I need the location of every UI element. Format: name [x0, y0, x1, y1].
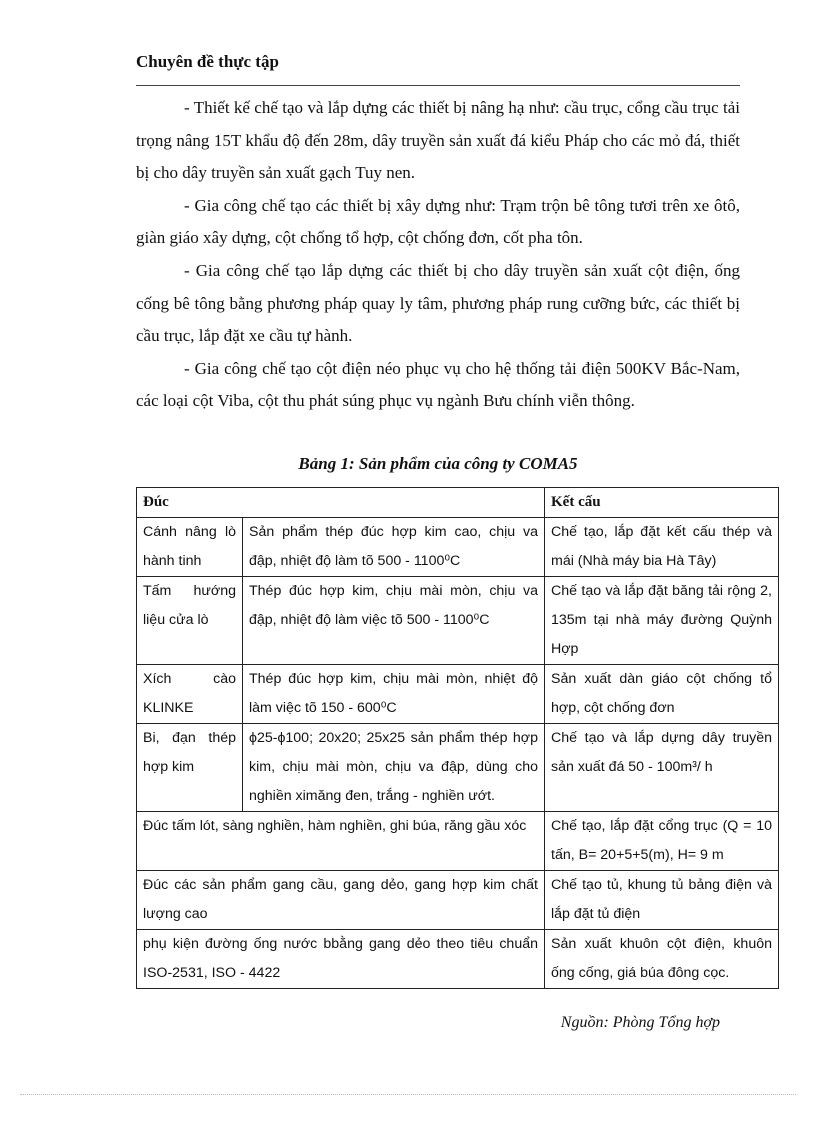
ketcau-cell: Sản xuất khuôn cột điện, khuôn ống cống, giá búa đông cọc.: [545, 930, 779, 989]
paragraph: - Gia công chế tạo lắp dựng các thiết bị cho dây truyền sản xuất cột điện, ống cống bê tông bằng phương pháp quay ly tâm, phương pháp rung cưỡng bức, các thiết bị cầu trục, lắp đặt xe cầu tự hành.: [136, 260, 740, 346]
paragraph: - Gia công chế tạo các thiết bị xây dựng như: Trạm trộn bê tông tươi trên xe ôtô, giàn giáo xây dựng, cột chống tổ hợp, cột chống đơn, cốt pha tôn.: [136, 195, 740, 248]
table-row: [137, 930, 779, 989]
page-header-title: Chuyên đề thực tập: [136, 52, 279, 71]
products-table: [136, 487, 779, 989]
header-divider: [136, 85, 740, 86]
column-header-duc: Đúc: [137, 488, 545, 518]
product-name-cell: Xích cào KLINKE: [137, 665, 243, 724]
table-row: [137, 577, 779, 665]
table-row: [137, 812, 779, 871]
table-caption: Bảng 1: Sản phẩm của công ty COMA5: [298, 454, 578, 473]
ketcau-cell: Chế tạo, lắp đặt cổng trục (Q = 10 tấn, B= 20+5+5(m), H= 9 m: [545, 812, 779, 871]
body-text: [136, 92, 740, 418]
column-header-ketcau: Kết cấu: [545, 488, 779, 518]
table-row: [137, 871, 779, 930]
product-name-cell: Tấm hướng liệu cửa lò: [137, 577, 243, 665]
product-desc-cell: Thép đúc hợp kim, chịu mài mòn, nhiệt độ làm việc tõ 150 - 600⁰C: [243, 665, 545, 724]
table-header-row: [137, 488, 779, 518]
product-desc-cell: ϕ25-ϕ100; 20x20; 25x25 sản phẩm thép hợp kim, chịu mài mòn, chịu va đập, dùng cho nghiền ximăng đen, trắng - nghiền ướt.: [243, 724, 545, 812]
table-row: [137, 665, 779, 724]
duc-cell: Đúc tấm lót, sàng nghiền, hàm nghiền, ghi búa, răng gầu xóc: [137, 812, 545, 871]
duc-cell: phụ kiện đường ống nước bbằng gang dẻo theo tiêu chuẩn ISO-2531, ISO - 4422: [137, 930, 545, 989]
paragraph: - Thiết kế chế tạo và lắp dựng các thiết bị nâng hạ như: cầu trục, cổng cầu trục tải trọng nâng 15T khẩu độ đến 28m, dây truyền sản xuất đá kiểu Pháp cho các mỏ đá, thiết bị cho dây truyền sản xuất gạch Tuy nen.: [136, 98, 740, 183]
ketcau-cell: Chế tạo và lắp dựng dây truyền sản xuất đá 50 - 100m³/ h: [545, 724, 779, 812]
product-name-cell: Bi, đạn thép hợp kim: [137, 724, 243, 812]
ketcau-cell: Chế tạo tủ, khung tủ bảng điện và lắp đặt tủ điện: [545, 871, 779, 930]
product-desc-cell: Sản phẩm thép đúc hợp kim cao, chịu va đập, nhiệt độ làm tõ 500 - 1100⁰C: [243, 518, 545, 577]
table-row: [137, 518, 779, 577]
product-name-cell: Cánh nâng lò hành tinh: [137, 518, 243, 577]
ketcau-cell: Chế tạo và lắp đặt băng tải rộng 2, 135m tại nhà máy đường Quỳnh Hợp: [545, 577, 779, 665]
page-bottom-divider: [20, 1094, 796, 1095]
table-row: [137, 724, 779, 812]
paragraph: - Gia công chế tạo cột điện néo phục vụ cho hệ thống tải điện 500KV Bắc-Nam, các loại cột Viba, cột thu phát súng phục vụ ngành Bưu chính viễn thông.: [136, 358, 740, 411]
ketcau-cell: Chế tạo, lắp đặt kết cấu thép và mái (Nhà máy bia Hà Tây): [545, 518, 779, 577]
ketcau-cell: Sản xuất dàn giáo cột chống tổ hợp, cột chống đơn: [545, 665, 779, 724]
table-source: Nguồn: Phòng Tổng hợp: [560, 1014, 720, 1031]
product-desc-cell: Thép đúc hợp kim, chịu mài mòn, chịu va đập, nhiệt độ làm việc tõ 500 - 1100⁰C: [243, 577, 545, 665]
duc-cell: Đúc các sản phẩm gang cầu, gang dẻo, gang hợp kim chất lượng cao: [137, 871, 545, 930]
